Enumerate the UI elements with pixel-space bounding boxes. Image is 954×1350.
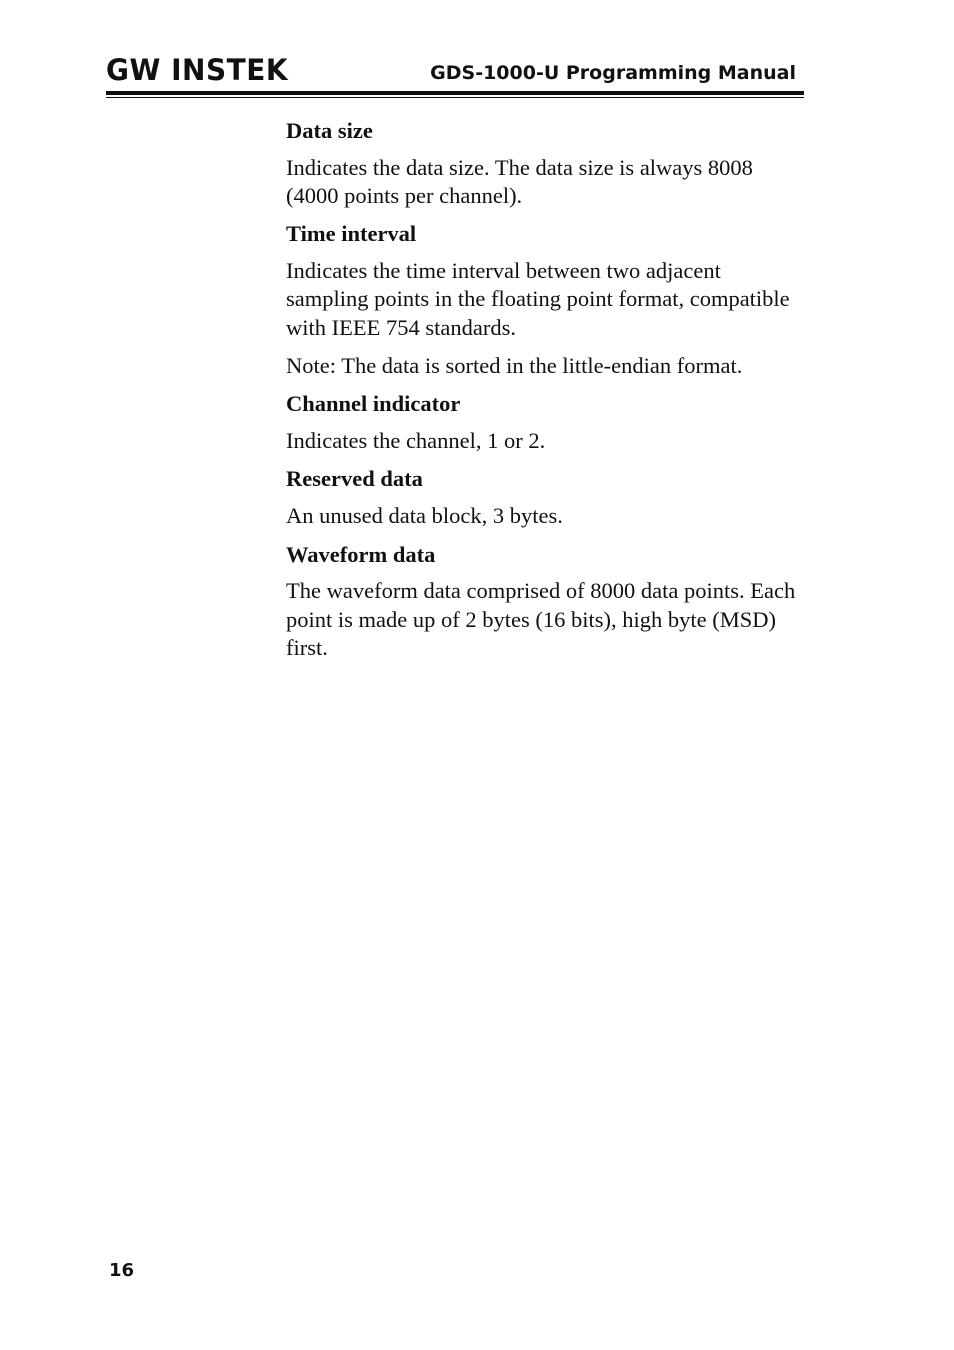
section-time-interval <box>286 220 806 380</box>
section-paragraph: Indicates the time interval between two adjacent sampling points in the floating point format, compatible with IEEE 754 standards. <box>286 258 790 340</box>
main-content <box>286 117 806 672</box>
section-paragraph: Indicates the data size. The data size is always 8008 (4000 points per channel). <box>286 154 753 209</box>
section-data-size <box>286 117 806 210</box>
section-channel-indicator <box>286 390 806 455</box>
section-waveform-data <box>286 541 806 663</box>
header-rule-thick <box>106 91 804 95</box>
section-paragraph: The waveform data comprised of 8000 data points. Each point is made up of 2 bytes (16 bits), high byte (MSD) first. <box>286 578 796 660</box>
section-heading: Data size <box>286 118 373 143</box>
document-title: GDS-1000-U Programming Manual <box>430 62 796 84</box>
section-paragraph: An unused data block, 3 bytes. <box>286 503 563 529</box>
section-reserved-data <box>286 465 806 530</box>
brand-logo: GW INSTEK <box>106 52 289 88</box>
header-rule-thin <box>106 97 804 98</box>
section-heading: Channel indicator <box>286 391 461 417</box>
section-heading: Time interval <box>286 221 417 247</box>
section-paragraph: Indicates the channel, 1 or 2. <box>286 428 546 454</box>
section-heading: Waveform data <box>286 541 436 567</box>
section-note: Note: The data is sorted in the little-endian format. <box>286 353 743 379</box>
page-number: 16 <box>109 1260 135 1281</box>
section-heading: Reserved data <box>286 466 423 492</box>
page-header <box>106 50 804 98</box>
